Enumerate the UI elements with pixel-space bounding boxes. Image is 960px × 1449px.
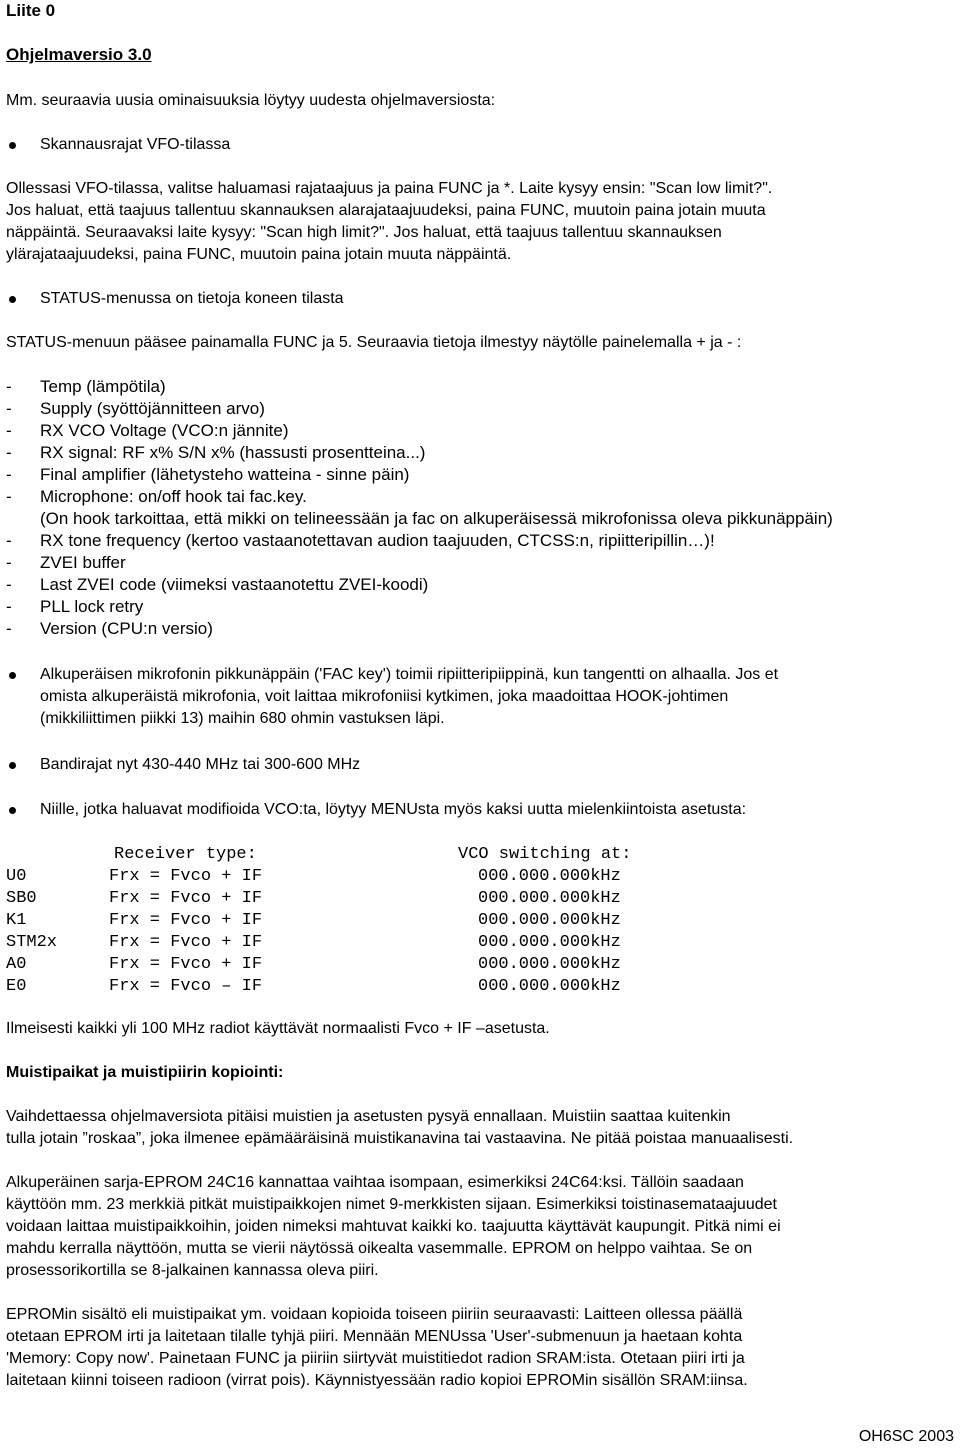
list-item: RX VCO Voltage (VCO:n jännite) — [40, 421, 289, 440]
paragraph-line: Vaihdettaessa ohjelmaversiota pitäisi muistien ja asetusten pysyä ennallaan. Muistiin saattaa kuitenkin — [6, 1108, 731, 1125]
memory-paragraph-1 — [6, 1106, 956, 1150]
table-cell-formula: Frx = Fvco + IF — [109, 911, 263, 930]
bullet-icon — [9, 807, 16, 814]
bullet-icon — [9, 296, 16, 303]
intro-text: Mm. seuraavia uusia ominaisuuksia löytyy uudesta ohjelmaversiosta: — [6, 92, 496, 109]
table-header-vco: VCO switching at: — [458, 845, 632, 864]
table-cell-freq: 000.000.000kHz — [478, 889, 621, 908]
list-dash: - — [6, 553, 12, 572]
list-item: Temp (lämpötila) — [40, 377, 166, 396]
version-heading: Ohjelmaversio 3.0 — [6, 45, 152, 64]
list-dash: - — [6, 377, 12, 396]
list-dash: - — [6, 487, 12, 506]
list-dash: - — [6, 619, 12, 638]
table-cell-freq: 000.000.000kHz — [478, 955, 621, 974]
paragraph-line: Jos haluat, että taajuus tallentuu skannauksen alarajataajuudeksi, paina FUNC, muutoin paina jotain muuta — [6, 202, 766, 219]
paragraph-line: näppäintä. Seuraavaksi laite kysyy: "Scan high limit?". Jos haluat, että taajuus tallentuu skannauksen — [6, 224, 722, 241]
list-item: RX tone frequency (kertoo vastaanotettavan audion taajuuden, CTCSS:n, ripiitteripillin…)! — [40, 531, 715, 550]
list-item: PLL lock retry — [40, 597, 144, 616]
list-dash: - — [6, 399, 12, 418]
list-item: Supply (syöttöjännitteen arvo) — [40, 399, 265, 418]
paragraph-line: laitetaan kiinni toiseen radioon (virrat pois). Käynnistyessään radio kopioi EPROMin sisällön SRAM:iinsa. — [6, 1372, 748, 1389]
bullet-icon — [9, 142, 16, 149]
list-dash: - — [6, 531, 12, 550]
paragraph-line: käyttöön mm. 23 merkkiä pitkät muistipaikkojen nimet 9-merkkisten sijaan. Esimerkiksi toistinasemataajuudet — [6, 1196, 777, 1213]
table-cell-freq: 000.000.000kHz — [478, 977, 621, 996]
fac-line: (mikkiliittimen piikki 13) maihin 680 ohmin vastuksen läpi. — [40, 710, 445, 727]
list-item: Final amplifier (lähetysteho watteina - sinne päin) — [40, 465, 410, 484]
paragraph-line: ylärajataajuudeksi, paina FUNC, muutoin paina jotain muuta näppäintä. — [6, 246, 512, 263]
table-cell-type: A0 — [6, 955, 27, 974]
list-dash: - — [6, 465, 12, 484]
paragraph-line: mahdu kerralla näyttöön, mutta se vierii näytössä oikealta vasemmalle. EPROM on helppo vaihtaa. Se on — [6, 1240, 753, 1257]
table-cell-formula: Frx = Fvco + IF — [109, 955, 263, 974]
list-dash: - — [6, 421, 12, 440]
table-cell-freq: 000.000.000kHz — [478, 867, 621, 886]
status-bullet-text: STATUS-menussa on tietoja koneen tilasta — [40, 290, 344, 307]
paragraph-line: EPROMin sisältö eli muistipaikat ym. voidaan kopioida toiseen piiriin seuraavasti: Laitteen ollessa päällä — [6, 1306, 743, 1323]
table-cell-formula: Frx = Fvco + IF — [109, 933, 263, 952]
vco-bullet-text: Niille, jotka haluavat modifioida VCO:ta, löytyy MENUsta myös kaksi uutta mielenkiintoista asetusta: — [40, 801, 747, 818]
band-bullet-text: Bandirajat nyt 430-440 MHz tai 300-600 MHz — [40, 756, 361, 773]
fac-line: omista alkuperäistä mikrofonia, voit laittaa mikrofoniisi kytkimen, joka maadoittaa HOOK-johtimen — [40, 688, 729, 705]
list-item: ZVEI buffer — [40, 553, 126, 572]
bullet-icon — [9, 672, 16, 679]
paragraph-line: 'Memory: Copy now'. Painetaan FUNC ja piiriin siirtyvät muistitiedot radion SRAM:ista. Otetaan piiri irti ja — [6, 1350, 745, 1367]
fac-line: Alkuperäisen mikrofonin pikkunäppäin ('FAC key') toimii ripiitteripiippinä, kun tangentti on alhaalla. Jos et — [40, 666, 779, 683]
memory-paragraph-2 — [6, 1172, 956, 1282]
table-cell-type: K1 — [6, 911, 27, 930]
paragraph-line: voidaan laittaa muistipaikkoihin, joiden nimeksi mahtuvat kaikki ko. taajuutta käyttävät kaupungit. Pitkä nimi ei — [6, 1218, 781, 1235]
list-dash: - — [6, 443, 12, 462]
list-item: Last ZVEI code (viimeksi vastaanotettu ZVEI-koodi) — [40, 575, 429, 594]
paragraph-line: Ollessasi VFO-tilassa, valitse haluamasi rajataajuus ja paina FUNC ja *. Laite kysyy ensin: "Scan low limit?". — [6, 180, 773, 197]
after-table-text: Ilmeisesti kaikki yli 100 MHz radiot käyttävät normaalisti Fvco + IF –asetusta. — [6, 1020, 550, 1037]
paragraph-line: Alkuperäinen sarja-EPROM 24C16 kannattaa vaihtaa isompaan, esimerkiksi 24C64:ksi. Tällöin saadaan — [6, 1174, 744, 1191]
table-cell-formula: Frx = Fvco + IF — [109, 889, 263, 908]
table-cell-freq: 000.000.000kHz — [478, 911, 621, 930]
list-note: (On hook tarkoittaa, että mikki on telineessään ja fac on alkuperäisessä mikrofonissa oleva pikkunäppäin) — [40, 509, 833, 528]
table-cell-type: STM2x — [6, 933, 58, 952]
list-item: Version (CPU:n versio) — [40, 619, 213, 638]
footer-text: OH6SC 2003 — [858, 1428, 954, 1445]
table-cell-formula: Frx = Fvco + IF — [109, 867, 263, 886]
status-intro-text: STATUS-menuun pääsee painamalla FUNC ja 5. Seuraavia tietoja ilmestyy näytölle painelemalla + ja - : — [6, 334, 742, 351]
list-dash: - — [6, 597, 12, 616]
bullet-icon — [9, 762, 16, 769]
table-cell-type: U0 — [6, 867, 27, 886]
memory-paragraph-3 — [6, 1304, 956, 1392]
memory-heading: Muistipaikat ja muistipiirin kopiointi: — [6, 1064, 284, 1081]
list-item: Microphone: on/off hook tai fac.key. — [40, 487, 307, 506]
table-header-receiver: Receiver type: — [114, 845, 257, 864]
paragraph-line: tulla jotain ”roskaa”, joka ilmenee epämääräisinä muistikanavina tai vastaavina. Ne pitää poistaa manuaalisesti. — [6, 1130, 794, 1147]
table-cell-formula: Frx = Fvco – IF — [109, 977, 263, 996]
document-title: Liite 0 — [6, 1, 56, 20]
vfo-bullet-text: Skannausrajat VFO-tilassa — [40, 136, 231, 153]
paragraph-line: prosessorikortilla se 8-jalkainen kannassa oleva piiri. — [6, 1262, 379, 1279]
list-dash: - — [6, 575, 12, 594]
table-cell-type: E0 — [6, 977, 27, 996]
vfo-paragraph — [6, 178, 956, 266]
table-cell-freq: 000.000.000kHz — [478, 933, 621, 952]
paragraph-line: otetaan EPROM irti ja laitetaan tilalle tyhjä piiri. Mennään MENUssa 'User'-submenuun ja haetaan kohta — [6, 1328, 743, 1345]
table-cell-type: SB0 — [6, 889, 37, 908]
list-item: RX signal: RF x% S/N x% (hassusti prosentteina...) — [40, 443, 426, 462]
